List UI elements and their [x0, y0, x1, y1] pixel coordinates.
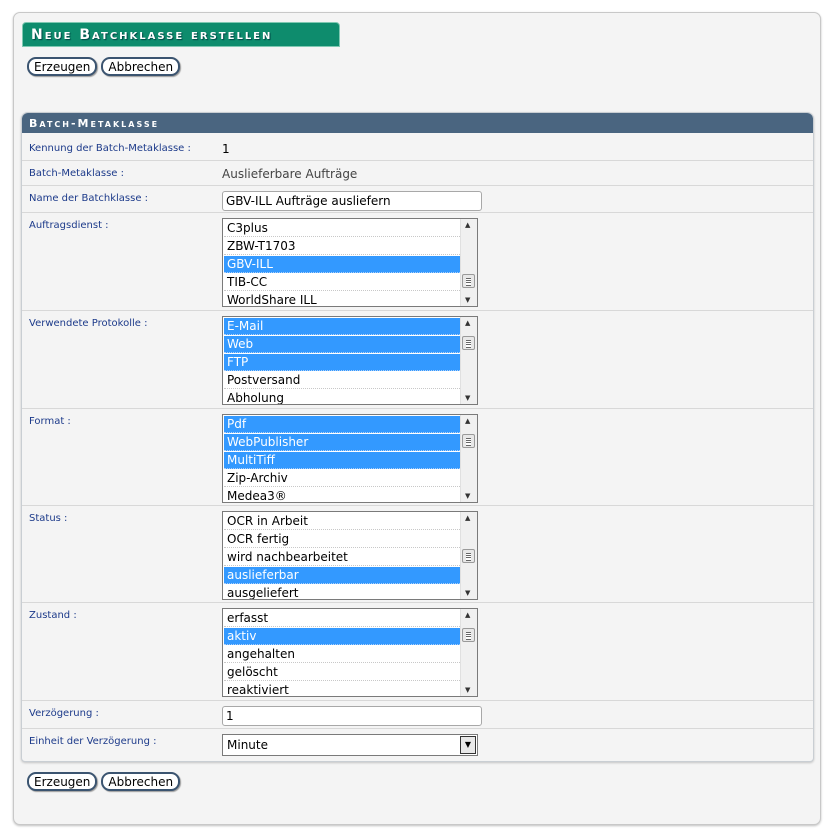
panel-header: Batch-Metaklasse — [22, 113, 813, 133]
protokolle-option[interactable]: Postversand — [224, 372, 460, 389]
scroll-down-arrow-icon[interactable]: ▼ — [465, 589, 471, 597]
einheit-select[interactable] — [222, 734, 478, 756]
row-verzoegerung — [22, 701, 813, 729]
zustand-option[interactable]: gelöscht — [224, 664, 460, 681]
format-option[interactable]: WebPublisher — [224, 434, 460, 451]
auftragsdienst-option[interactable]: C3plus — [224, 220, 460, 237]
format-listbox[interactable] — [222, 414, 478, 503]
zustand-scrollbar[interactable] — [460, 609, 477, 696]
row-kennung — [22, 136, 813, 161]
auftragsdienst-option[interactable]: GBV-ILL — [224, 256, 460, 273]
format-option[interactable]: Pdf — [224, 416, 460, 433]
status-option[interactable]: OCR in Arbeit — [224, 513, 460, 530]
status-option[interactable]: wird nachbearbeitet — [224, 549, 460, 566]
scroll-down-arrow-icon[interactable]: ▼ — [465, 492, 471, 500]
chevron-down-icon[interactable]: ▼ — [460, 736, 476, 754]
auftragsdienst-scrollbar[interactable] — [460, 219, 477, 306]
auftragsdienst-option[interactable]: WorldShare ILL — [224, 292, 460, 307]
auftragsdienst-option[interactable]: TIB-CC — [224, 274, 460, 291]
row-zustand — [22, 603, 813, 701]
label-einheit: Einheit der Verzögerung : — [29, 736, 157, 747]
auftragsdienst-option[interactable]: ZBW-T1703 — [224, 238, 460, 255]
format-scrollbar[interactable] — [460, 415, 477, 502]
format-option[interactable]: Zip-Archiv — [224, 470, 460, 487]
scroll-thumb[interactable] — [462, 336, 475, 350]
cancel-button-top[interactable]: Abbrechen — [101, 57, 180, 76]
protokolle-scrollbar[interactable] — [460, 317, 477, 404]
protokolle-option[interactable]: E-Mail — [224, 318, 460, 335]
protokolle-option[interactable]: Abholung — [224, 390, 460, 405]
scroll-up-arrow-icon[interactable]: ▲ — [465, 611, 471, 619]
label-protokolle: Verwendete Protokolle : — [29, 318, 148, 329]
value-metaklasse: Auslieferbare Aufträge — [222, 167, 358, 181]
label-name: Name der Batchklasse : — [29, 193, 149, 204]
label-status: Status : — [29, 513, 68, 524]
scroll-down-arrow-icon[interactable]: ▼ — [465, 394, 471, 402]
scroll-up-arrow-icon[interactable]: ▲ — [465, 319, 471, 327]
row-metaklasse — [22, 161, 813, 186]
zustand-option[interactable]: reaktiviert — [224, 682, 460, 697]
zustand-listbox[interactable] — [222, 608, 478, 697]
label-kennung: Kennung der Batch-Metaklasse : — [29, 143, 191, 154]
value-kennung: 1 — [222, 142, 230, 156]
scroll-thumb[interactable] — [462, 274, 475, 288]
row-einheit — [22, 729, 813, 760]
create-button-top[interactable]: Erzeugen — [27, 57, 97, 76]
scroll-up-arrow-icon[interactable]: ▲ — [465, 417, 471, 425]
status-scrollbar[interactable] — [460, 512, 477, 599]
protokolle-option[interactable]: FTP — [224, 354, 460, 371]
label-zustand: Zustand : — [29, 610, 77, 621]
verzoegerung-input[interactable]: 1 — [222, 706, 482, 726]
format-option[interactable]: MultiTiff — [224, 452, 460, 469]
row-protokolle — [22, 311, 813, 409]
status-option[interactable]: auslieferbar — [224, 567, 460, 584]
row-format — [22, 409, 813, 506]
label-metaklasse: Batch-Metaklasse : — [29, 168, 125, 179]
status-option[interactable]: ausgeliefert — [224, 585, 460, 600]
scroll-thumb[interactable] — [462, 628, 475, 642]
zustand-option[interactable]: aktiv — [224, 628, 460, 645]
batch-metaclass-panel — [21, 112, 814, 762]
top-button-row — [27, 57, 184, 77]
row-auftragsdienst — [22, 213, 813, 311]
scroll-down-arrow-icon[interactable]: ▼ — [465, 686, 471, 694]
scroll-up-arrow-icon[interactable]: ▲ — [465, 221, 471, 229]
scroll-down-arrow-icon[interactable]: ▼ — [465, 296, 471, 304]
create-button-bottom[interactable]: Erzeugen — [27, 772, 97, 791]
name-input[interactable]: GBV-ILL Aufträge ausliefern — [222, 191, 482, 211]
label-verzoegerung: Verzögerung : — [29, 708, 99, 719]
bottom-button-row — [27, 772, 184, 792]
cancel-button-bottom[interactable]: Abbrechen — [101, 772, 180, 791]
scroll-thumb[interactable] — [462, 434, 475, 448]
status-listbox[interactable] — [222, 511, 478, 600]
scroll-up-arrow-icon[interactable]: ▲ — [465, 514, 471, 522]
label-format: Format : — [29, 416, 71, 427]
page-title: Neue Batchklasse erstellen — [22, 22, 340, 47]
auftragsdienst-listbox[interactable] — [222, 218, 478, 307]
zustand-option[interactable]: angehalten — [224, 646, 460, 663]
protokolle-option[interactable]: Web — [224, 336, 460, 353]
row-status — [22, 506, 813, 603]
scroll-thumb[interactable] — [462, 549, 475, 563]
einheit-selected-value: Minute — [227, 738, 268, 752]
format-option[interactable]: Medea3® — [224, 488, 460, 503]
row-name — [22, 186, 813, 213]
label-auftragsdienst: Auftragsdienst : — [29, 220, 109, 231]
zustand-option[interactable]: erfasst — [224, 610, 460, 627]
status-option[interactable]: OCR fertig — [224, 531, 460, 548]
protokolle-listbox[interactable] — [222, 316, 478, 405]
